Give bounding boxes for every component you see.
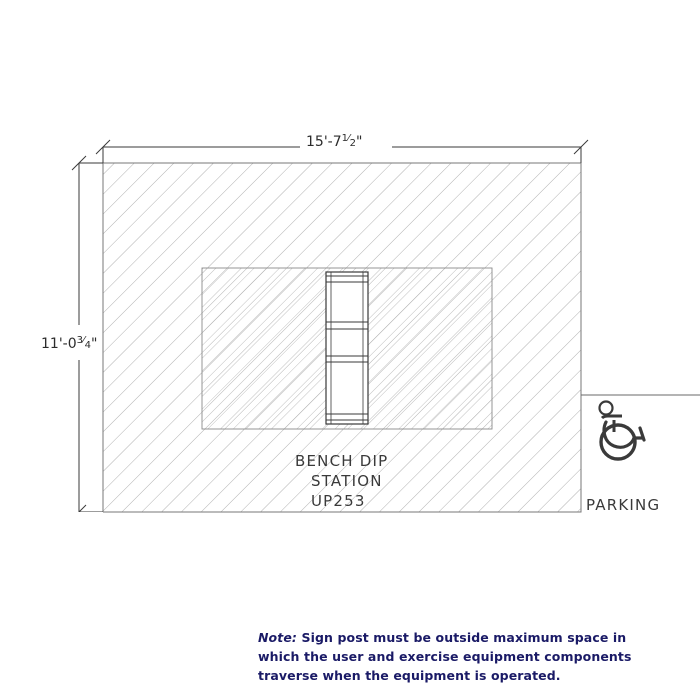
sheet-notch	[15, 512, 103, 540]
wheelchair-icon	[600, 402, 645, 460]
note-line-3: traverse when the equipment is operated.	[258, 668, 561, 683]
note-text-1: Sign post must be outside maximum space in	[297, 630, 627, 645]
note-label: Note:	[258, 630, 298, 645]
note-line-1	[258, 628, 688, 647]
width-dimension-text: $15'-7^1⁄_2$"	[306, 133, 363, 150]
note-block	[258, 628, 688, 685]
equipment-plan-symbol	[326, 272, 368, 424]
accessible-parking-symbol	[581, 395, 700, 514]
parking-label: PARKING	[586, 496, 661, 514]
equipment-name-line1: BENCH DIP	[295, 452, 389, 470]
width-dimension	[96, 133, 588, 163]
height-dimension	[41, 156, 103, 519]
note-line-2: which the user and exercise equipment components	[258, 649, 632, 664]
equipment-model: UP253	[311, 492, 366, 510]
equipment-name-line2: STATION	[311, 472, 383, 490]
height-dimension-text: $11'-0^3⁄_4$"	[41, 335, 98, 352]
